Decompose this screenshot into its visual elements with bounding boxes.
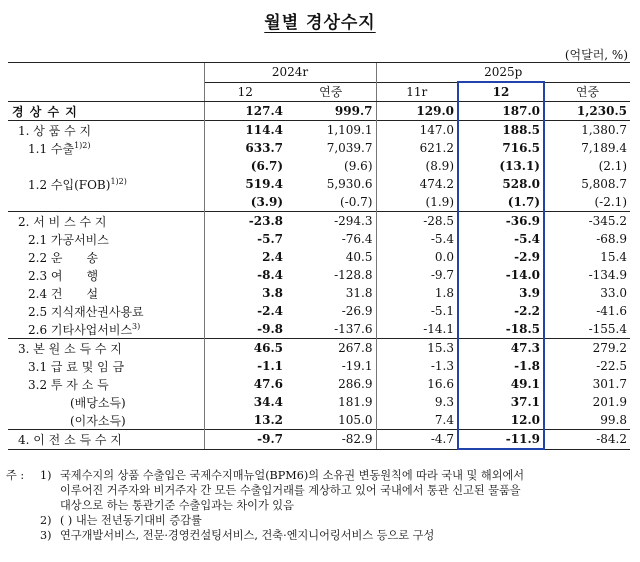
table-cell: -1.1 (204, 357, 286, 375)
table-cell: 7.4 (376, 411, 458, 430)
header-year-2025: 2025p (376, 63, 630, 83)
table-cell: 519.4 (204, 175, 286, 193)
table-cell: 127.4 (204, 102, 286, 121)
row-label (8, 284, 204, 302)
current-account-table (8, 62, 630, 450)
row-label-text: 3. 본 원 소 득 수 지 (18, 341, 122, 356)
footnote-marker: 3) (132, 321, 141, 331)
row-label (8, 193, 204, 212)
row-label (8, 230, 204, 248)
table-cell: -26.9 (341, 304, 373, 318)
row-label (8, 320, 204, 339)
footnote-prefix: 주 : (6, 469, 25, 482)
table-cell: 15.3 (376, 339, 458, 358)
table-cell: (13.1) (458, 157, 544, 175)
table-cell: 286.9 (338, 377, 373, 391)
table-cell: (1.7) (458, 193, 544, 212)
table-row (8, 302, 630, 320)
table-row (8, 175, 630, 193)
table-cell: -5.4 (458, 230, 544, 248)
row-label-text: 1.2 수입(FOB) (28, 177, 111, 192)
footnote-1 (6, 468, 632, 483)
table-row (8, 102, 630, 121)
table-cell: -9.8 (204, 320, 286, 339)
row-label-text: 2.6 기타사업서비스 (28, 322, 133, 337)
row-label (8, 339, 204, 358)
table-cell: 201.9 (592, 395, 628, 409)
table-row (8, 212, 630, 231)
table-cell: -14.0 (458, 266, 544, 284)
table-cell: 181.9 (338, 395, 373, 409)
table-cell: 13.2 (204, 411, 286, 430)
table-cell: -9.7 (376, 266, 458, 284)
table-cell: -8.4 (204, 266, 286, 284)
row-label (8, 411, 204, 430)
table-cell: 7,189.4 (581, 141, 628, 155)
table-cell: 3.9 (458, 284, 544, 302)
row-label-text: 2.4 건 설 (28, 286, 99, 301)
footnote-1-line2: 이루어진 거주자와 비거주자 간 모든 수출입거래를 계상하고 있어 국내에서 통관 신고된 물품을 (60, 484, 521, 497)
table-cell: (6.7) (204, 157, 286, 175)
table-cell: (8.9) (376, 157, 458, 175)
table-cell: -9.7 (204, 430, 286, 450)
footnote-3-text: 연구개발서비스, 전문·경영컨설팅서비스, 건축·엔지니어링서비스 등으로 구성 (60, 529, 435, 542)
row-label (8, 139, 204, 157)
row-label (8, 121, 204, 140)
table-cell: -82.9 (286, 430, 376, 450)
header-col-2024-12: 12 (204, 82, 286, 102)
table-cell: -11.9 (458, 430, 544, 450)
table-cell: (3.9) (204, 193, 286, 212)
table-cell: 279.2 (544, 339, 630, 358)
row-label-text: 경 상 수 지 (12, 104, 78, 119)
table-cell: 1,380.7 (544, 121, 630, 140)
footnote-marker: 1)2) (110, 176, 127, 186)
table-cell: -134.9 (588, 268, 628, 282)
row-label-text: 2. 서 비 스 수 지 (18, 214, 107, 229)
table-row (8, 248, 630, 266)
table-cell: 114.4 (204, 121, 286, 140)
table-cell: 1,230.5 (576, 104, 628, 118)
table-row (8, 266, 630, 284)
table-cell: -2.9 (458, 248, 544, 266)
table-cell: 147.0 (376, 121, 458, 140)
table-cell: 46.5 (204, 339, 286, 358)
table-row (8, 357, 630, 375)
table-cell: 47.6 (204, 375, 286, 393)
footnote-2 (6, 513, 632, 528)
table-row (8, 157, 630, 175)
table-row (8, 430, 630, 450)
table-row (8, 284, 630, 302)
footnote-1-line1: 국제수지의 상품 수출입은 국제수지매뉴얼(BPM6)의 소유권 변동원칙에 따라 국내 및 해외에서 (60, 469, 525, 482)
table-cell: 187.0 (458, 102, 544, 121)
row-label (8, 102, 204, 121)
table-cell: -36.9 (458, 212, 544, 231)
row-label-text: (이자소득) (70, 413, 126, 428)
table-cell: -294.3 (286, 212, 376, 231)
table-cell: 9.3 (376, 393, 458, 411)
table-cell: 3.8 (204, 284, 286, 302)
row-label (8, 430, 204, 450)
table-cell: 105.0 (338, 413, 373, 427)
footnote-1-number: 1) (40, 469, 52, 482)
table-cell: 528.0 (458, 175, 544, 193)
row-label-text: 3.1 급 료 및 임 금 (28, 359, 125, 374)
row-label (8, 157, 204, 175)
table-cell: 47.3 (458, 339, 544, 358)
table-cell: -345.2 (544, 212, 630, 231)
table-cell: (2.1) (598, 159, 628, 173)
table-cell: -14.1 (376, 320, 458, 339)
table-cell: 7,039.7 (326, 141, 373, 155)
table-cell: 5,930.6 (326, 177, 373, 191)
table-cell: -5.4 (376, 230, 458, 248)
row-label-text: 4. 이 전 소 득 수 지 (18, 432, 122, 447)
header-col-2024-year: 연중 (286, 82, 376, 102)
row-label (8, 375, 204, 393)
table-cell: 1.8 (376, 284, 458, 302)
page-title: 월별 경상수지 (264, 13, 376, 33)
table-cell: -22.5 (596, 359, 628, 373)
table-cell: -84.2 (544, 430, 630, 450)
table-row (8, 121, 630, 140)
footnote-1-line3: 대상으로 하는 통관기준 수출입과는 차이가 있음 (60, 499, 294, 512)
row-label-text: 2.5 지식재산권사용료 (28, 304, 144, 319)
row-label-text: 2.1 가공서비스 (28, 232, 109, 247)
row-label-text: 1.1 수출 (28, 141, 75, 156)
table-cell: -18.5 (458, 320, 544, 339)
row-label (8, 357, 204, 375)
table-cell: 15.4 (600, 250, 628, 264)
row-label-text: 2.3 여 행 (28, 268, 99, 283)
table-cell: 40.5 (345, 250, 373, 264)
table-cell: 716.5 (458, 139, 544, 157)
table-cell: -23.8 (204, 212, 286, 231)
table-cell: 99.8 (600, 413, 628, 427)
table-cell: -68.9 (596, 232, 628, 246)
table-cell: -5.1 (376, 302, 458, 320)
table-cell: 31.8 (345, 286, 373, 300)
table-cell: 129.0 (376, 102, 458, 121)
row-label-text: 1. 상 품 수 지 (18, 123, 92, 138)
table-cell: -28.5 (376, 212, 458, 231)
row-label-text: (배당소득) (70, 395, 126, 410)
row-label (8, 248, 204, 266)
footnote-marker: 1)2) (74, 140, 91, 150)
table-cell: -5.7 (204, 230, 286, 248)
table-cell: (-0.7) (339, 195, 373, 209)
header-col-2025-12: 12 (458, 82, 544, 102)
table-cell: 633.7 (204, 139, 286, 157)
table-cell: 2.4 (204, 248, 286, 266)
table-cell: 5,808.7 (581, 177, 628, 191)
table-cell: 34.4 (204, 393, 286, 411)
unit-label: (억달러, %) (564, 48, 628, 62)
table-row (8, 230, 630, 248)
table-row (8, 411, 630, 430)
row-label-text: 3.2 투 자 소 득 (28, 377, 109, 392)
table-cell: -41.6 (596, 304, 628, 318)
table-cell: 12.0 (458, 411, 544, 430)
header-row-years (8, 63, 630, 83)
table-cell: 33.0 (600, 286, 628, 300)
footnote-2-text: ( ) 내는 전년동기대비 증감률 (60, 514, 202, 527)
table-body (8, 102, 630, 450)
table-row (8, 339, 630, 358)
table-cell: -4.7 (376, 430, 458, 450)
table-cell: 474.2 (376, 175, 458, 193)
table-cell: -19.1 (341, 359, 373, 373)
table-row (8, 375, 630, 393)
table-cell: 301.7 (592, 377, 628, 391)
table-cell: (1.9) (376, 193, 458, 212)
footnote-3 (6, 528, 632, 543)
table-cell: -1.3 (376, 357, 458, 375)
table-cell: 188.5 (458, 121, 544, 140)
table-cell: 16.6 (376, 375, 458, 393)
table-row (8, 320, 630, 339)
row-label (8, 212, 204, 231)
row-label (8, 266, 204, 284)
table-cell: -76.4 (341, 232, 373, 246)
footnote-3-number: 3) (40, 529, 52, 542)
table-cell: 621.2 (376, 139, 458, 157)
table-cell: (9.6) (344, 159, 373, 173)
header-row-months (8, 82, 630, 102)
table-row (8, 193, 630, 212)
table-cell: 1,109.1 (286, 121, 376, 140)
row-label-text: 2.2 운 송 (28, 250, 99, 265)
header-col-2025-11r: 11r (376, 82, 458, 102)
table-cell: 37.1 (458, 393, 544, 411)
table-row (8, 393, 630, 411)
table-cell: (-2.1) (594, 195, 628, 209)
table-cell: -1.8 (458, 357, 544, 375)
row-label (8, 175, 204, 193)
table-cell: 267.8 (286, 339, 376, 358)
footnotes (6, 468, 632, 543)
table-cell: -2.4 (204, 302, 286, 320)
row-label (8, 302, 204, 320)
table-cell: -2.2 (458, 302, 544, 320)
table-cell: 999.7 (334, 104, 373, 118)
table-cell: -155.4 (588, 322, 628, 336)
row-label (8, 393, 204, 411)
table-cell: -128.8 (334, 268, 373, 282)
footnote-2-number: 2) (40, 514, 52, 527)
table-cell: 49.1 (458, 375, 544, 393)
table-cell: -137.6 (334, 322, 373, 336)
table-row (8, 139, 630, 157)
header-col-2025-year: 연중 (544, 82, 630, 102)
table-cell: 0.0 (376, 248, 458, 266)
header-year-2024: 2024r (204, 63, 376, 83)
